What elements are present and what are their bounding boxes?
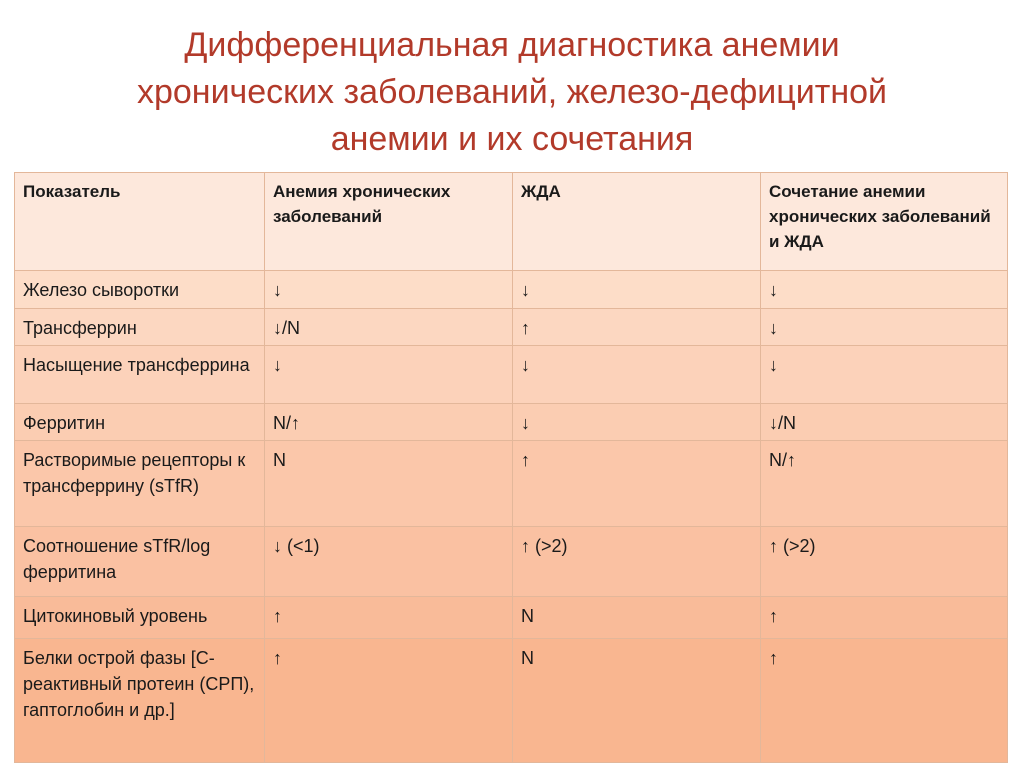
chronic-anemia-cell: ↑ [265, 597, 513, 639]
chronic-anemia-cell: N/↑ [265, 404, 513, 441]
table-header-row [15, 173, 1008, 271]
title-line-2: хронических заболеваний, железо-дефицитной [136, 73, 888, 111]
diagnosis-table [14, 172, 1008, 763]
chronic-anemia-cell: ↑ [265, 639, 513, 763]
title-line-1: Дифференциальная диагностика анемии [184, 26, 840, 64]
chronic-anemia-cell: ↓ [265, 346, 513, 404]
table-row [15, 527, 1008, 597]
header-ida: ЖДА [513, 173, 761, 271]
indicator-cell: Железо сыворотки [15, 271, 265, 309]
table-row [15, 597, 1008, 639]
ida-cell: ↓ [513, 346, 761, 404]
header-indicator: Показатель [15, 173, 265, 271]
combination-cell: ↑ [761, 639, 1008, 763]
chronic-anemia-cell: ↓ [265, 271, 513, 309]
chronic-anemia-cell: N [265, 441, 513, 527]
indicator-cell: Насыщение трансферрина [15, 346, 265, 404]
combination-cell: N/↑ [761, 441, 1008, 527]
combination-cell: ↓ [761, 346, 1008, 404]
table-row [15, 271, 1008, 309]
combination-cell: ↓ [761, 309, 1008, 346]
indicator-cell: Белки острой фазы [С-реактивный протеин (СРП), гаптоглобин и др.] [15, 639, 265, 763]
title-line-3: анемии и их сочетания [330, 120, 694, 158]
indicator-cell: Соотношение sTfR/log ферритина [15, 527, 265, 597]
table-row [15, 441, 1008, 527]
indicator-cell: Трансферрин [15, 309, 265, 346]
chronic-anemia-cell: ↓/N [265, 309, 513, 346]
indicator-cell: Ферритин [15, 404, 265, 441]
ida-cell: ↑ (>2) [513, 527, 761, 597]
indicator-cell: Растворимые рецепторы к трансферрину (sTfR) [15, 441, 265, 527]
ida-cell: ↑ [513, 441, 761, 527]
ida-cell: ↓ [513, 404, 761, 441]
header-combination: Сочетание анемии хронических заболеваний и ЖДА [761, 173, 1008, 271]
table-row [15, 404, 1008, 441]
ida-cell: N [513, 597, 761, 639]
indicator-cell: Цитокиновый уровень [15, 597, 265, 639]
page-title [60, 22, 964, 163]
ida-cell: ↑ [513, 309, 761, 346]
combination-cell: ↑ [761, 597, 1008, 639]
ida-cell: N [513, 639, 761, 763]
combination-cell: ↓/N [761, 404, 1008, 441]
ida-cell: ↓ [513, 271, 761, 309]
header-chronic-anemia: Анемия хронических заболеваний [265, 173, 513, 271]
combination-cell: ↑ (>2) [761, 527, 1008, 597]
table-row [15, 309, 1008, 346]
combination-cell: ↓ [761, 271, 1008, 309]
chronic-anemia-cell: ↓ (<1) [265, 527, 513, 597]
table-row [15, 639, 1008, 763]
table-row [15, 346, 1008, 404]
